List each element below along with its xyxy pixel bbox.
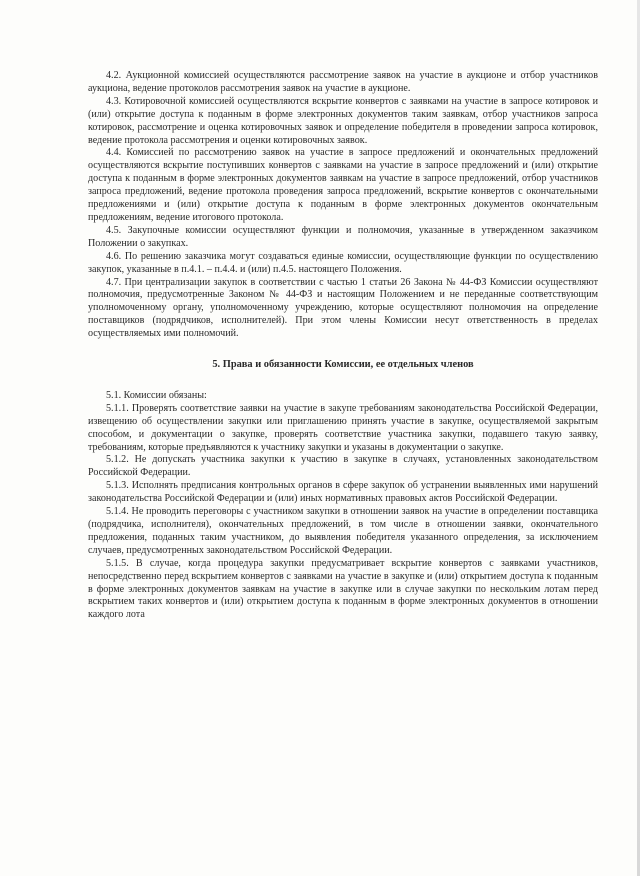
section-heading: 5. Права и обязанности Комиссии, ее отдельных членов <box>212 359 474 371</box>
paragraph-4-2: 4.2. Аукционной комиссией осуществляются рассмотрение заявок на участие в аукционе и отбор участников аукциона, ведение протоколов рассмотрения заявок на участие в аукционе. <box>88 70 598 94</box>
paragraph-4-7: 4.7. При централизации закупок в соответствии с частью 1 статьи 26 Закона № 44-ФЗ Комиссии осуществляют полномочия, предусмотренные Законом № 44-ФЗ и настоящим Положением и не переданные соответствующим уполномоченному органу, уполномоченному учреждению, которые осуществляют полномочия на определение поставщиков (подрядчиков, исполнителей). При этом члены Комиссии несут ответственность в пределах осуществляемых ими полномочий. <box>88 276 598 340</box>
paragraph-4-4: 4.4. Комиссией по рассмотрению заявок на участие в запросе предложений и окончательных предложений осуществляются вскрытие поступивших конвертов с заявками на участие в запросе предложений и (или) открытие доступа к поданным в форме электронных документов заявкам на участие в запросе предложений, отбор участников запроса предложений, ведение протокола проведения запроса предложений, вскрытие конвертов с окончательными предложениями и (или) открытие доступа к поданным в форме электронных документов окончательным предложениям, ведение итогового протокола. <box>88 147 598 223</box>
document-body <box>88 70 598 622</box>
paragraph-5-1-4: 5.1.4. Не проводить переговоры с участником закупки в отношении заявок на участие в определении поставщика (подрядчика, исполнителя), окончательных предложений, в том числе в отношении заявки, окончательного предложения, поданных таким участником, до выявления победителя указанного определения, за исключением случаев, предусмотренных законодательством Российской Федерации. <box>88 506 598 556</box>
paragraph-5-1-1: 5.1.1. Проверять соответствие заявки на участие в закупе требованиям законодательства Российской Федерации, извещению об осуществлении закупки или приглашению принять участие в закупке, осуществляемой закрытым способом, и документации о закупке, проверять соответствие участника закупки, подавшего такую заявку, требованиям, которые предъявляются к участнику закупки и указаны в документации о закупке. <box>88 402 598 453</box>
paragraph-4-5: 4.5. Закупочные комиссии осуществляют функции и полномочия, указанные в утвержденном заказчиком Положении о закупках. <box>88 224 598 249</box>
paragraph-5-1-2: 5.1.2. Не допускать участника закупки к участию в закупке в случаях, установленных законодательством Российской Федерации. <box>88 454 598 479</box>
paragraph-4-6: 4.6. По решению заказчика могут создаваться единые комиссии, осуществляющие функции по осуществлению закупок, указанные в п.4.1. – п.4.4. и (или) п.4.5. настоящего Положения. <box>88 250 598 275</box>
paragraph-5-1: 5.1. Комиссии обязаны: <box>106 389 207 401</box>
paragraph-4-3: 4.3. Котировочной комиссией осуществляются вскрытие конвертов с заявками на участие в запросе котировок и (или) открытие доступа к поданным в форме электронных документов таким заявкам, отбор участников запроса котировок, рассмотрение и оценка котировочных заявок и определение победителя в проведении запроса котировок, ведение протокола рассмотрения и оценки котировочных заявок. <box>88 95 598 146</box>
paragraph-5-1-3: 5.1.3. Исполнять предписания контрольных органов в сфере закупок об устранении выявленных ими нарушений законодательства Российской Федерации и (или) иных нормативных правовых актов Российской Федерации. <box>88 480 598 505</box>
paragraph-5-1-5: 5.1.5. В случае, когда процедура закупки предусматривает вскрытие конвертов с заявками участников, непосредственно перед вскрытием конвертов с заявками на участие в закупке и (или) открытием доступа к поданным в форме электронных документов заявкам на участие в закупке или в случае закупки по нескольким лотам перед вскрытием таких конвертов и (или) открытием доступа к поданным в форме электронных документов в отношении каждого лота <box>88 557 598 621</box>
